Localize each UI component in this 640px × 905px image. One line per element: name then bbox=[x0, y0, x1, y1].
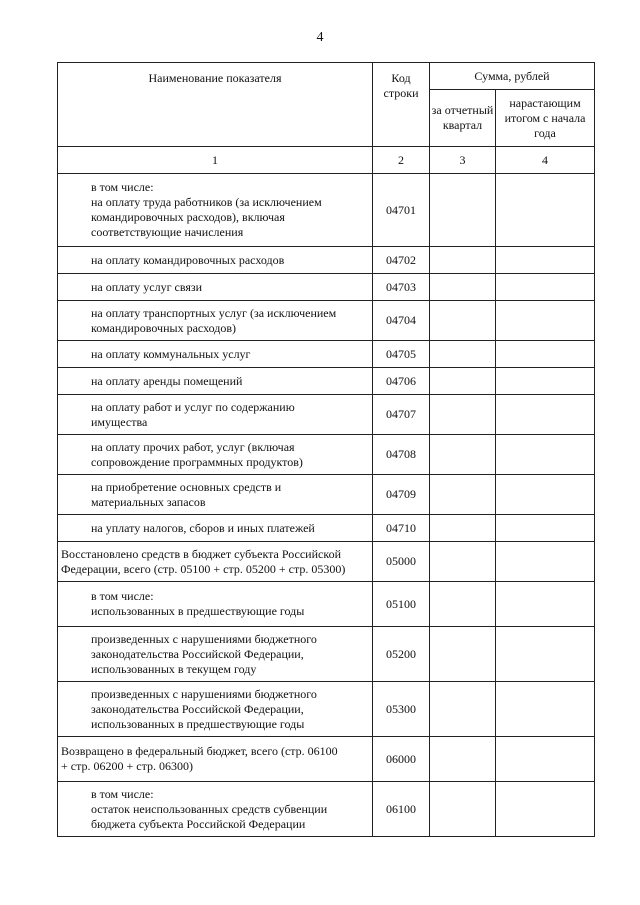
indicator-name-line: на оплату услуг связи bbox=[91, 279, 203, 294]
line-code-cell: 06000 bbox=[373, 737, 430, 782]
indicator-name-line: имущества bbox=[91, 414, 148, 429]
indicator-name-line: командировочных расходов) bbox=[91, 320, 237, 335]
cumulative-amount-cell bbox=[496, 395, 595, 435]
column-number-row bbox=[58, 147, 595, 174]
indicator-name-cell bbox=[58, 301, 373, 341]
cumulative-amount-cell bbox=[496, 782, 595, 837]
indicator-name-line: Федерации, всего (стр. 05100 + стр. 05200 + стр. 05300) bbox=[61, 561, 346, 576]
indicator-name-line: использованных в предшествующие годы bbox=[91, 716, 305, 731]
quarter-amount-cell bbox=[430, 395, 496, 435]
quarter-amount-cell bbox=[430, 782, 496, 837]
indicator-name-line: на уплату налогов, сборов и иных платежей bbox=[91, 520, 315, 535]
quarter-amount-cell bbox=[430, 542, 496, 582]
header-sum-cumulative: нарастающим итогом с начала года bbox=[496, 90, 595, 147]
indicator-name-line: в том числе: bbox=[91, 786, 154, 801]
quarter-amount-cell bbox=[430, 368, 496, 395]
indicator-name-line: в том числе: bbox=[91, 180, 154, 194]
indicator-name-line: на оплату прочих работ, услуг (включая bbox=[91, 439, 295, 454]
indicator-name-line: на оплату коммунальных услуг bbox=[91, 346, 251, 361]
column-number: 4 bbox=[496, 147, 595, 174]
cumulative-amount-cell bbox=[496, 515, 595, 542]
indicator-name-cell bbox=[58, 435, 373, 475]
table-row bbox=[58, 515, 595, 542]
header-row-1 bbox=[58, 63, 595, 90]
line-code-cell: 04704 bbox=[373, 301, 430, 341]
indicator-name-line: на оплату командировочных расходов bbox=[91, 252, 285, 267]
indicator-name-line: Восстановлено средств в бюджет субъекта Российской bbox=[61, 546, 341, 561]
cumulative-amount-cell bbox=[496, 627, 595, 682]
table-row bbox=[58, 627, 595, 682]
cumulative-amount-cell bbox=[496, 341, 595, 368]
indicator-name-cell bbox=[58, 782, 373, 837]
indicator-name-line: на оплату работ и услуг по содержанию bbox=[91, 399, 295, 414]
table-row bbox=[58, 582, 595, 627]
indicator-name-cell bbox=[58, 515, 373, 542]
quarter-amount-cell bbox=[430, 627, 496, 682]
quarter-amount-cell bbox=[430, 247, 496, 274]
table-row bbox=[58, 475, 595, 515]
cumulative-amount-cell bbox=[496, 737, 595, 782]
quarter-amount-cell bbox=[430, 475, 496, 515]
line-code-cell: 05000 bbox=[373, 542, 430, 582]
cumulative-amount-cell bbox=[496, 274, 595, 301]
line-code-cell: 04703 bbox=[373, 274, 430, 301]
cumulative-amount-cell bbox=[496, 174, 595, 247]
indicator-name-line: произведенных с нарушениями бюджетного bbox=[91, 686, 317, 701]
table-row bbox=[58, 274, 595, 301]
indicator-name-line: командировочных расходов), включая bbox=[91, 210, 285, 224]
indicator-name-line: остаток неиспользованных средств субвенции bbox=[91, 801, 328, 816]
indicator-name-line: на оплату аренды помещений bbox=[91, 373, 243, 388]
indicator-name-line: использованных в текущем году bbox=[91, 661, 257, 676]
table-row bbox=[58, 737, 595, 782]
quarter-amount-cell bbox=[430, 682, 496, 737]
line-code-cell: 04706 bbox=[373, 368, 430, 395]
cumulative-amount-cell bbox=[496, 368, 595, 395]
quarter-amount-cell bbox=[430, 582, 496, 627]
indicator-name-cell bbox=[58, 368, 373, 395]
line-code-cell: 04702 bbox=[373, 247, 430, 274]
line-code-cell: 04701 bbox=[373, 174, 430, 247]
quarter-amount-cell bbox=[430, 737, 496, 782]
indicator-name-cell bbox=[58, 341, 373, 368]
quarter-amount-cell bbox=[430, 174, 496, 247]
cumulative-amount-cell bbox=[496, 435, 595, 475]
line-code-cell: 05100 bbox=[373, 582, 430, 627]
line-code-cell: 05200 bbox=[373, 627, 430, 682]
indicator-name-line: бюджета субъекта Российской Федерации bbox=[91, 816, 306, 831]
report-rows bbox=[58, 174, 595, 837]
indicator-name-line: в том числе: bbox=[91, 589, 154, 603]
table-row bbox=[58, 247, 595, 274]
indicator-name-cell bbox=[58, 174, 373, 247]
indicator-name-cell bbox=[58, 247, 373, 274]
indicator-name-line: использованных в предшествующие годы bbox=[91, 604, 305, 618]
line-code-cell: 04710 bbox=[373, 515, 430, 542]
table-row bbox=[58, 682, 595, 737]
line-code-cell: 04709 bbox=[373, 475, 430, 515]
indicator-name-cell bbox=[58, 274, 373, 301]
cumulative-amount-cell bbox=[496, 475, 595, 515]
indicator-name-cell bbox=[58, 737, 373, 782]
column-number: 3 bbox=[430, 147, 496, 174]
table-row bbox=[58, 174, 595, 247]
indicator-name-line: сопровождение программных продуктов) bbox=[91, 454, 303, 469]
table-row bbox=[58, 782, 595, 837]
line-code-cell: 06100 bbox=[373, 782, 430, 837]
cumulative-amount-cell bbox=[496, 582, 595, 627]
header-code-col: Код строки bbox=[373, 63, 430, 147]
table-row bbox=[58, 341, 595, 368]
header-sum-col: Сумма, рублей bbox=[430, 63, 595, 90]
indicator-name-cell bbox=[58, 395, 373, 435]
column-number: 2 bbox=[373, 147, 430, 174]
indicator-name-cell bbox=[58, 627, 373, 682]
indicator-name-line: на оплату труда работников (за исключением bbox=[91, 195, 322, 209]
indicator-name-line: соответствующие начисления bbox=[91, 225, 244, 239]
table-row bbox=[58, 395, 595, 435]
report-table bbox=[57, 62, 595, 837]
indicator-name-line: материальных запасов bbox=[91, 494, 206, 509]
indicator-name-line: Возвращено в федеральный бюджет, всего (стр. 06100 bbox=[61, 744, 338, 758]
quarter-amount-cell bbox=[430, 515, 496, 542]
indicator-name-line: произведенных с нарушениями бюджетного bbox=[91, 631, 317, 646]
cumulative-amount-cell bbox=[496, 542, 595, 582]
header-name-col: Наименование показателя bbox=[58, 63, 373, 147]
header-sum-quarter: за отчетный квартал bbox=[430, 90, 496, 147]
indicator-name-line: на приобретение основных средств и bbox=[91, 479, 282, 494]
table-row bbox=[58, 542, 595, 582]
line-code-cell: 04708 bbox=[373, 435, 430, 475]
table-row bbox=[58, 301, 595, 341]
line-code-cell: 04705 bbox=[373, 341, 430, 368]
table-row bbox=[58, 368, 595, 395]
indicator-name-line: на оплату транспортных услуг (за исключением bbox=[91, 305, 337, 320]
page-number: 4 bbox=[316, 30, 324, 45]
table-row bbox=[58, 435, 595, 475]
column-number: 1 bbox=[58, 147, 373, 174]
indicator-name-line: + стр. 06200 + стр. 06300) bbox=[61, 759, 193, 773]
quarter-amount-cell bbox=[430, 435, 496, 475]
indicator-name-line: законодательства Российской Федерации, bbox=[91, 701, 304, 716]
indicator-name-cell bbox=[58, 542, 373, 582]
cumulative-amount-cell bbox=[496, 247, 595, 274]
line-code-cell: 05300 bbox=[373, 682, 430, 737]
cumulative-amount-cell bbox=[496, 682, 595, 737]
quarter-amount-cell bbox=[430, 301, 496, 341]
cumulative-amount-cell bbox=[496, 301, 595, 341]
indicator-name-line: законодательства Российской Федерации, bbox=[91, 646, 304, 661]
indicator-name-cell bbox=[58, 582, 373, 627]
quarter-amount-cell bbox=[430, 274, 496, 301]
line-code-cell: 04707 bbox=[373, 395, 430, 435]
quarter-amount-cell bbox=[430, 341, 496, 368]
indicator-name-cell bbox=[58, 682, 373, 737]
indicator-name-cell bbox=[58, 475, 373, 515]
